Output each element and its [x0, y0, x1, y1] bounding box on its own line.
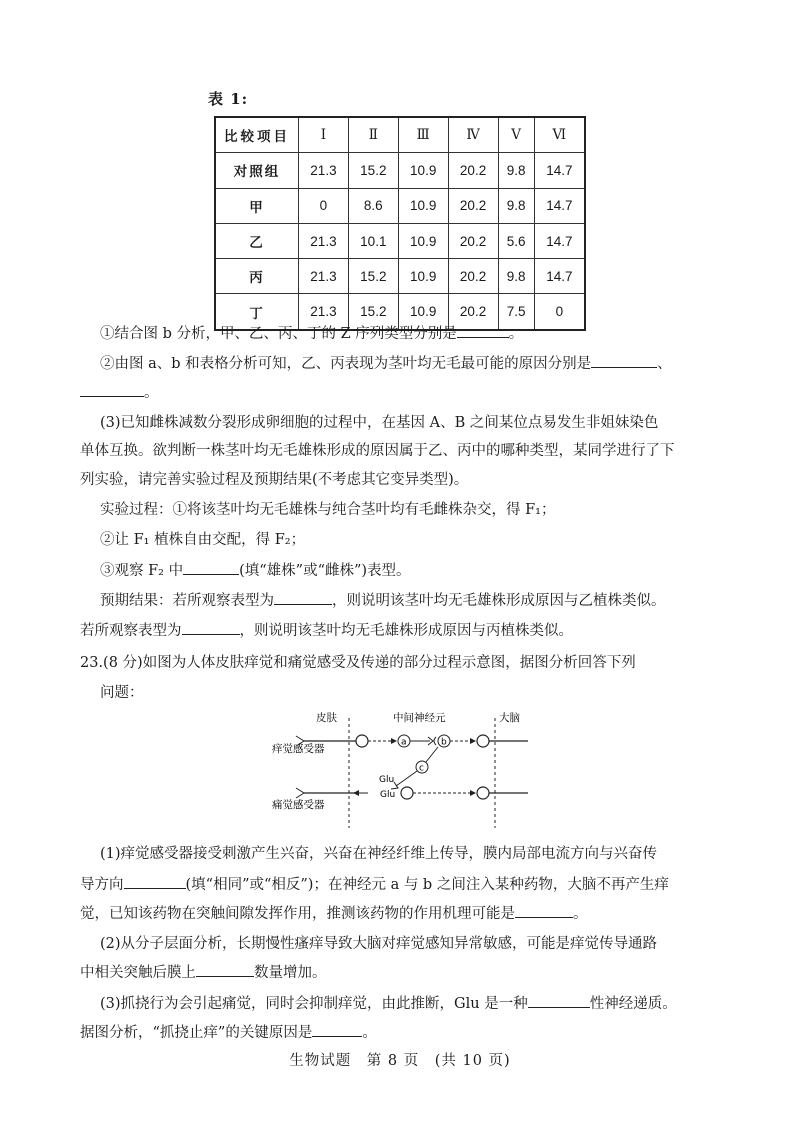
q23-s1-text-end: (填“相同”或“相反”)；在神经元 a 与 b 之间注入某种药物，大脑不再产生痒 [185, 877, 669, 893]
label-brain: 大脑 [499, 712, 520, 724]
table-cell: 9.8 [498, 153, 534, 188]
table-row [215, 188, 585, 223]
table-cell: 21.3 [299, 294, 349, 330]
glu-label-upper: Glu [379, 775, 395, 785]
table-cell: 20.2 [448, 188, 498, 223]
q23-s1-line2 [80, 874, 669, 895]
table-header-cell: Ⅳ [448, 117, 498, 153]
q22-result2-text-end: ，则说明该茎叶均无毛雄株形成原因与丙植株类似。 [239, 623, 573, 639]
table-cell: 10.9 [398, 294, 448, 330]
pain-neuron-circle [401, 787, 413, 799]
q22-sub2 [100, 353, 672, 374]
q23-s3-text-end: 性神经递质。 [589, 996, 677, 1012]
answer-blank[interactable] [182, 620, 240, 635]
table-cell: 14.7 [534, 259, 585, 294]
table-header-cell: Ⅴ [498, 117, 534, 153]
neuron-b-label: b [441, 737, 447, 748]
table-cell: 0 [299, 188, 349, 223]
table-cell: 10.1 [348, 223, 398, 258]
pain-nerve-ending-icon [296, 788, 304, 798]
label-interneuron: 中间神经元 [393, 712, 446, 724]
q22-result2 [80, 620, 573, 641]
table-row [215, 259, 585, 294]
table-row [215, 153, 585, 188]
q22-result2-text: 若所观察表型为 [80, 623, 182, 639]
answer-blank[interactable] [457, 323, 509, 338]
q23-s2-line2 [80, 962, 327, 983]
answer-blank[interactable] [528, 993, 590, 1008]
brain-neuron-pain-circle [477, 787, 489, 799]
table-cell: 15.2 [348, 294, 398, 330]
table-cell: 14.7 [534, 188, 585, 223]
answer-blank[interactable] [183, 560, 239, 575]
q23-s2-line1: (2)从分子层面分析，长期慢性瘙痒导致大脑对痒觉感知异常敏感，可能是痒觉传导通路 [100, 936, 658, 952]
table-cell: 10.9 [398, 259, 448, 294]
data-table [214, 116, 586, 331]
q22-sub2-text: ②由图 a、b 和表格分析可知，乙、丙表现为茎叶均无毛最可能的原因分别是 [100, 356, 592, 372]
table-cell: 20.2 [448, 259, 498, 294]
synapse-a-b-postsynaptic-icon [434, 737, 436, 745]
q22-result1-text-end: ，则说明该茎叶均无毛雄株形成原因与乙植株类似。 [332, 593, 666, 609]
table-cell: 21.3 [299, 259, 349, 294]
answer-blank[interactable] [274, 590, 332, 605]
table-cell: 9.8 [498, 188, 534, 223]
glu-label-lower: Glu [380, 790, 396, 800]
q23-s1-line1: (1)痒觉感受器接受刺激产生兴奋，兴奋在神经纤维上传导，膜内局部电流方向与兴奋传 [100, 846, 658, 862]
neural-pathway-diagram [270, 710, 530, 835]
table-row-label: 丁 [215, 294, 299, 330]
pain-to-c-connection-line [396, 771, 417, 786]
table-cell: 5.6 [498, 223, 534, 258]
q23-s3-line2-text: 据图分析，“抓挠止痒”的关键原因是 [80, 1025, 313, 1041]
table-cell: 15.2 [348, 259, 398, 294]
table-cell: 15.2 [348, 153, 398, 188]
table-header-cell: Ⅰ [299, 117, 349, 153]
table-header-cell: Ⅵ [534, 117, 585, 153]
q22-part3-line2: 单体互换。欲判断一株茎叶均无毛雄株形成的原因属于乙、丙中的哪种类型，某同学进行了下 [80, 443, 675, 459]
table-row-label: 乙 [215, 223, 299, 258]
table-row-label: 对照组 [215, 153, 299, 188]
table-cell: 20.2 [448, 294, 498, 330]
answer-blank[interactable] [515, 903, 573, 918]
q22-sub1 [100, 323, 523, 344]
table-cell: 21.3 [299, 153, 349, 188]
q22-sub1-text: ①结合图 b 分析，甲、乙、丙、丁的 Z 序列类型分别是 [100, 326, 457, 342]
q22-step1: 实验过程：①将该茎叶均无毛雄株与纯合茎叶均有毛雌株杂交，得 F₁； [100, 502, 556, 518]
q23-s1-line3 [80, 903, 588, 924]
neuron-c-label: c [419, 763, 424, 774]
c-to-b-connection-line [426, 747, 438, 762]
q22-sub1-end: 。 [508, 326, 524, 342]
q23-s3-text: (3)抓挠行为会引起痛觉，同时会抑制痒觉，由此推断，Glu 是一种 [100, 996, 528, 1012]
q23-s2-text: 中相关突触后膜上 [80, 965, 196, 981]
table-cell: 10.9 [398, 223, 448, 258]
q22-sub2-end: 。 [144, 385, 159, 401]
answer-blank[interactable] [196, 962, 254, 977]
table-cell: 10.9 [398, 153, 448, 188]
answer-blank[interactable] [80, 382, 144, 397]
table-row-label: 丙 [215, 259, 299, 294]
table-cell: 9.8 [498, 259, 534, 294]
table-cell: 7.5 [498, 294, 534, 330]
q23-s2-text-end: 数量增加。 [254, 965, 327, 981]
q22-step3 [100, 560, 411, 581]
answer-blank[interactable] [312, 1022, 362, 1037]
table-cell: 14.7 [534, 153, 585, 188]
q22-part3-line3: 列实验，请完善实验过程及预期结果(不考虑其它变异类型)。 [80, 472, 469, 488]
table-caption: 表 1: [208, 90, 249, 108]
label-itch-receptor: 痒觉感受器 [272, 743, 325, 755]
itch-receptor-cell-body [356, 735, 368, 747]
page-footer: 生物试题 第 8 页 (共 10 页) [289, 1053, 511, 1069]
q23-s1-line3-text: 觉，已知该药物在突触间隙发挥作用，推测该药物的作用机理可能是 [80, 906, 515, 922]
table-cell: 10.9 [398, 188, 448, 223]
table-header-cell: 比较项目 [215, 117, 299, 153]
q23-title-line2: 问题： [100, 685, 144, 701]
q22-step2: ②让 F₁ 植株自由交配，得 F₂； [100, 532, 306, 548]
table-cell: 8.6 [348, 188, 398, 223]
q22-result1 [100, 590, 666, 611]
table-header-cell: Ⅲ [398, 117, 448, 153]
q23-s1-line3-end: 。 [573, 906, 588, 922]
q23-s1-text: 导方向 [80, 877, 124, 893]
answer-blank[interactable] [124, 874, 186, 889]
table-row [215, 223, 585, 258]
label-pain-receptor: 痛觉感受器 [272, 799, 325, 811]
table-cell: 21.3 [299, 223, 349, 258]
q23-s3-line2 [80, 1022, 377, 1043]
q22-part3-line1: (3)已知雌株减数分裂形成卵细胞的过程中，在基因 A、B 之间某位点易发生非姐妹染色 [100, 415, 659, 431]
table-header-row [215, 117, 585, 153]
table-cell: 14.7 [534, 223, 585, 258]
q23-title-line1: 23.(8 分)如图为人体皮肤痒觉和痛觉感受及传递的部分过程示意图，据图分析回答下列 [80, 655, 636, 671]
q22-sub2-separator: 、 [657, 356, 672, 372]
label-skin: 皮肤 [316, 712, 337, 724]
brain-neuron-itch-circle [477, 735, 489, 747]
table-header-cell: Ⅱ [348, 117, 398, 153]
table-row-label: 甲 [215, 188, 299, 223]
q23-s3-line2-end: 。 [362, 1025, 377, 1041]
q22-result1-text: 预期结果：若所观察表型为 [100, 593, 274, 609]
q23-s3-line1 [100, 993, 677, 1014]
q22-sub2-cont [80, 382, 159, 403]
q22-step3-text: ③观察 F₂ 中 [100, 563, 184, 579]
answer-blank[interactable] [591, 353, 657, 368]
neuron-a-label: a [401, 737, 407, 748]
table-cell: 20.2 [448, 223, 498, 258]
q22-step3-text-end: (填“雄株”或“雌株”)表型。 [239, 563, 411, 579]
table-cell: 20.2 [448, 153, 498, 188]
table-cell: 0 [534, 294, 585, 330]
